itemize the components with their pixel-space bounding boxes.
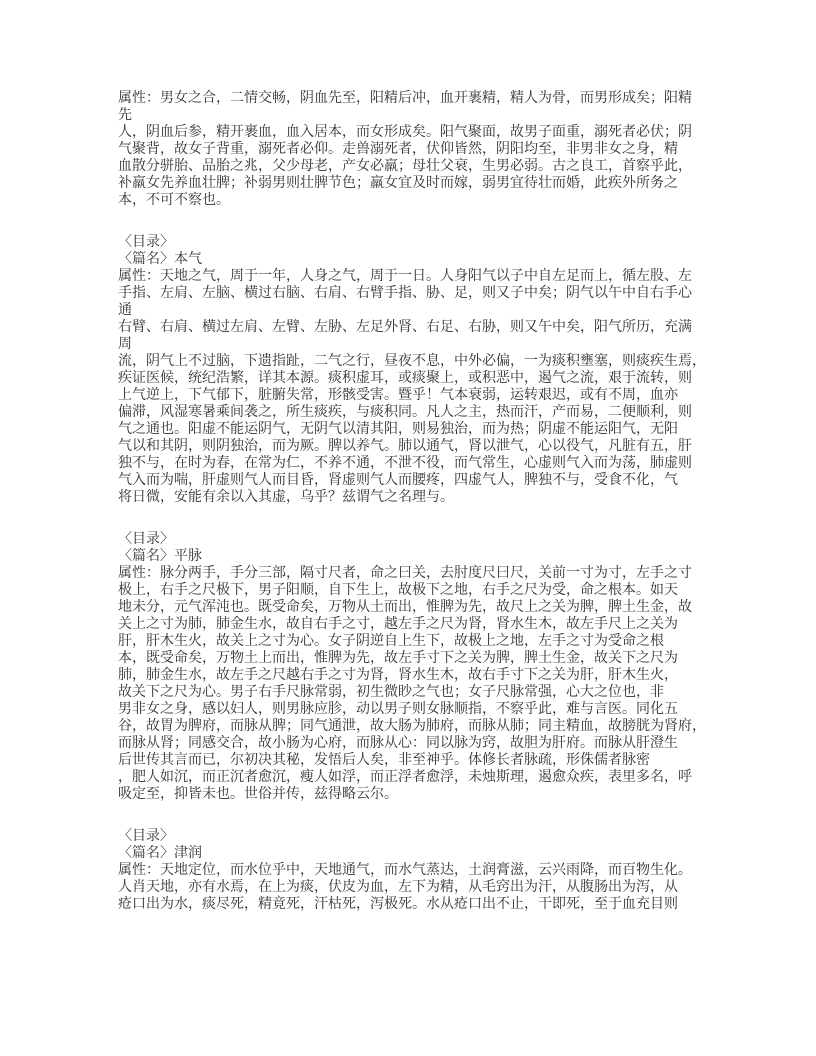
text-line: 地未分，元气浑沌也。既受命矣，万物从土而出，惟脾为先，故尺上之关为脾，脾土生金，故: [118, 600, 692, 615]
text-line: 谷，故胃为脾府，而脉从脾；同气通泄，故大肠为肺府，而脉从肺；同主精血，故膀胱为肾府，: [118, 719, 706, 734]
text-line: 流，阴气上不过脑，下遗指趾，二气之行，昼夜不息，中外必偏，一为痰积壅塞，则痰疾生焉，: [118, 354, 706, 369]
text-line: 气聚背，故女子背重，溺死者必仰。走兽溺死者，伏仰皆然，阴阳均至，非男非女之身，精: [118, 142, 678, 157]
section-toc-marker: 〈目录〉: [118, 235, 174, 250]
text-line: 疾证医候，统纪浩繁，详其本源。痰积虚耳，或痰聚上，或积恶中，遏气之流，艰于流转，则: [118, 371, 692, 386]
text-line: 先: [118, 108, 132, 123]
text-line: 本，既受命矣，万物土上而出，惟脾为先，故左手寸下之关为脾，脾土生金，故关下之尺为: [118, 651, 678, 666]
text-line: 属性：天地之气，周于一年，人身之气，周于一日。人身阳气以子中自左足而上，循左股、左: [118, 269, 692, 284]
text-line: 血散分骈胎、品胎之兆，父少母老，产女必羸；母壮父衰，生男必弱。古之良工，首察乎此，: [118, 159, 692, 174]
text-line: 吸定至，抑皆未也。世俗并传，兹得略云尔。: [118, 787, 398, 802]
section-toc-marker: 〈目录〉: [118, 532, 174, 547]
text-line: 属性：男女之合，二情交畅，阴血先至，阳精后冲，血开裹精，精人为骨，而男形成矣；阳精: [118, 91, 692, 106]
text-line: 偏滞，风湿寒暑乘间袭之，所生痰疾，与痰积同。凡人之主，热而汗，产而易，二便顺利，则: [118, 405, 692, 420]
text-line: 属性：天地定位，而水位乎中，天地通气，而水气蒸达，土润膏滋，云兴雨降，而百物生化。: [118, 863, 692, 878]
document-section: [118, 90, 718, 209]
section-title: 〈篇名〉本气: [118, 252, 202, 267]
text-line: 补羸女先养血壮脾；补弱男则壮脾节色；羸女宜及时而嫁，弱男宜待壮而婚，此疾外所务之: [118, 176, 678, 191]
text-line: 关上之寸为肺，肺金生水，故自右手之寸，越左手之尺为肾，肾水生木，故左手尺上之关为: [118, 617, 678, 632]
text-line: 属性：脉分两手，手分三部，隔寸尺者，命之曰关，去肘度尺曰尺，关前一寸为寸，左手之寸: [118, 566, 692, 581]
text-line: 后世传其言而已，尔初决其秘，发悟后人矣，非至神乎。体修长者脉疏，形侏儒者脉密: [118, 753, 650, 768]
text-line: 本，不可不察也。: [118, 193, 230, 208]
text-line: ，肥人如沉，而正沉者愈沉，瘦人如浮，而正浮者愈浮，未烛斯理，遏愈众疾，表里多名，呼: [118, 770, 692, 785]
text-line: 独不与，在时为春，在常为仁，不养不通，不泄不役，而气常生，心虚则气入而为荡，肺虚则: [118, 456, 692, 471]
document-section: [118, 234, 718, 506]
text-line: 气以和其阴，则阴独治，而为厥。脾以养气。肺以通气，肾以泄气，心以役气，凡脏有五，肝: [118, 439, 692, 454]
section-title: 〈篇名〉平脉: [118, 549, 202, 564]
document-section: [118, 531, 718, 803]
text-line: 肺，肺金生水，故左手之尺越右手之寸为肾，肾水生木，故右手寸下之关为肝，肝木生火，: [118, 668, 678, 683]
text-line: 通: [118, 303, 132, 318]
text-line: 将日微，安能有余以入其虚，乌乎？兹谓气之名理与。: [118, 490, 454, 505]
document-section: [118, 828, 718, 913]
text-line: 肝，肝木生火，故关上之寸为心。女子阴逆自上生下，故极上之地，左手之寸为受命之根: [118, 634, 664, 649]
text-line: 故关下之尺为心。男子右手尺脉常弱，初生微眇之气也；女子尺脉常强，心大之位也，非: [118, 685, 664, 700]
text-line: 而脉从肾；同感交合，故小肠为心府，而脉从心：同以脉为窍，故胆为肝府。而脉从肝澄生: [118, 736, 678, 751]
document-body: [118, 90, 718, 913]
text-line: 上气逆上，下气郁下，脏腑失常，形骸受害。暨乎！气本衰弱，运转艰迟，或有不周，血亦: [118, 388, 678, 403]
section-title: 〈篇名〉津润: [118, 846, 202, 861]
text-line: 男非女之身，感以妇人，则男脉应胗，动以男子则女脉顺指，不察乎此，难与言医。同化五: [118, 702, 678, 717]
text-line: 人肖天地，亦有水焉，在上为痰，伏皮为血，左下为精，从毛窍出为汗，从腹肠出为泻，从: [118, 880, 678, 895]
text-line: 手指、左肩、左脑、横过右脑、右肩、右臂手指、胁、足，则又子中矣；阴气以午中自右手心: [118, 286, 692, 301]
text-line: 气入而为喘，肝虚则气人而目昏，肾虚则气人而腰疼，四虚气人，脾独不与，受食不化，气: [118, 473, 678, 488]
text-line: 人，阴血后参，精开裹血，血入居本，而女形成矣。阳气聚面，故男子面重，溺死者必伏；阴: [118, 125, 692, 140]
text-line: 右臂、右肩、横过左肩、左臂、左胁、左足外肾、右足、右胁，则又午中矣，阳气所历，充满: [118, 320, 692, 335]
text-line: 周: [118, 337, 132, 352]
text-line: 极上，右手之尺极下，男子阳顺，自下生上，故极下之地，右手之尺为受，命之根本。如天: [118, 583, 678, 598]
text-line: 疮口出为水，痰尽死，精竟死，汗枯死，泻极死。水从疮口出不止，干即死，至于血充目则: [118, 897, 678, 912]
section-toc-marker: 〈目录〉: [118, 829, 174, 844]
text-line: 气之通也。阳虚不能运阴气，无阴气以清其阳，则易独治，而为热；阴虚不能运阳气，无阳: [118, 422, 678, 437]
